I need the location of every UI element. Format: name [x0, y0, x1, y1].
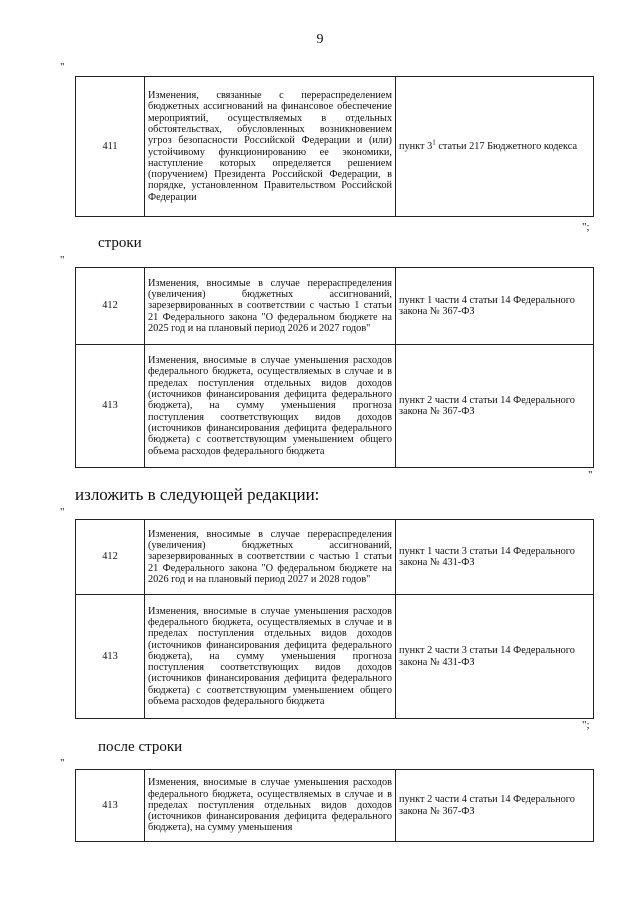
row-code: 413 [76, 770, 145, 842]
row-legal-basis: пункт 1 части 3 статьи 14 Федерального закона № 431-ФЗ [396, 520, 594, 595]
row-description: Изменения, вносимые в случае перераспределения (увеличения) бюджетных ассигнований, зарезервированных в соответствии с частью 1 статьи 21 Федерального закона "О федеральном бюджете на 2026 год и на плановый период 2027 и 2028 годов" [145, 520, 396, 595]
opening-quote: " [60, 506, 65, 518]
table-row [76, 77, 594, 217]
row-legal-basis: пункт 2 части 4 статьи 14 Федерального закона № 367-ФЗ [396, 345, 594, 468]
row-code: 412 [76, 520, 145, 595]
row-code: 412 [76, 268, 145, 345]
table-after-row [75, 769, 594, 842]
row-legal-basis [396, 77, 594, 217]
row-legal-basis: пункт 2 части 3 статьи 14 Федерального закона № 431-ФЗ [396, 595, 594, 719]
row-description: Изменения, вносимые в случае уменьшения расходов федерального бюджета, осуществляемых в случае и в пределах поступления отдельных видов доходов (источников финансирования дефицита федерального бюджета), на сумму уменьшения [145, 770, 396, 842]
basis-superscript: 1 [432, 138, 436, 147]
basis-text: пункт 3 [399, 140, 433, 152]
table-row [76, 268, 594, 345]
phrase-rows: строки [98, 235, 142, 251]
row-legal-basis: пункт 1 части 4 статьи 14 Федерального закона № 367-ФЗ [396, 268, 594, 345]
table-row-411 [75, 76, 594, 217]
row-description: Изменения, вносимые в случае уменьшения расходов федерального бюджета, осуществляемых в случае и в пределах поступления отдельных видов доходов (источников финансирования дефицита федерального бюджета), на сумму уменьшения прогноза поступления соответствующих видов доходов (источников финансирования дефицита федерального бюджета) с соответствующим уменьшением общего объема расходов федерального бюджета [145, 595, 396, 719]
row-code: 413 [76, 595, 145, 719]
row-description: Изменения, связанные с перераспределением бюджетных ассигнований на финансовое обеспечение мероприятий, осуществляемых в отдельных обстоятельствах, обусловленных возникновением угроз безопасности Российской Федерации и (или) устойчивому функционированию ее экономики, наступление которых определяется решением (поручением) Президента Российской Федерации, в порядке, установленном Правительством Российской Федерации [145, 77, 396, 217]
phrase-after: после строки [98, 739, 183, 755]
table-row [76, 345, 594, 468]
row-description: Изменения, вносимые в случае перераспределения (увеличения) бюджетных ассигнований, зарезервированных в соответствии с частью 1 статьи 21 Федерального закона "О федеральном бюджете на 2025 год и на плановый период 2026 и 2027 годов" [145, 268, 396, 345]
opening-quote: " [60, 254, 65, 266]
closing-quote: " [588, 469, 593, 481]
phrase-restate: изложить в следующей редакции: [75, 485, 320, 504]
opening-quote: " [60, 757, 65, 769]
opening-quote: " [60, 61, 65, 73]
row-legal-basis: пункт 2 части 4 статьи 14 Федерального закона № 367-ФЗ [396, 770, 594, 842]
table-old-rows [75, 267, 594, 468]
table-row [76, 520, 594, 595]
closing-quote: "; [582, 221, 590, 233]
row-code: 413 [76, 345, 145, 468]
table-new-rows [75, 519, 594, 719]
table-row [76, 770, 594, 842]
basis-text-tail: статьи 217 Бюджетного кодекса [435, 140, 578, 152]
row-code: 411 [76, 77, 145, 217]
table-row [76, 595, 594, 719]
row-description: Изменения, вносимые в случае уменьшения расходов федерального бюджета, осуществляемых в случае и в пределах поступления отдельных видов доходов (источников финансирования дефицита федерального бюджета), на сумму уменьшения прогноза поступления соответствующих видов доходов (источников финансирования дефицита федерального бюджета) с соответствующим уменьшением общего объема расходов федерального бюджета [145, 345, 396, 468]
closing-quote: "; [582, 719, 590, 731]
page-number: 9 [316, 32, 324, 47]
